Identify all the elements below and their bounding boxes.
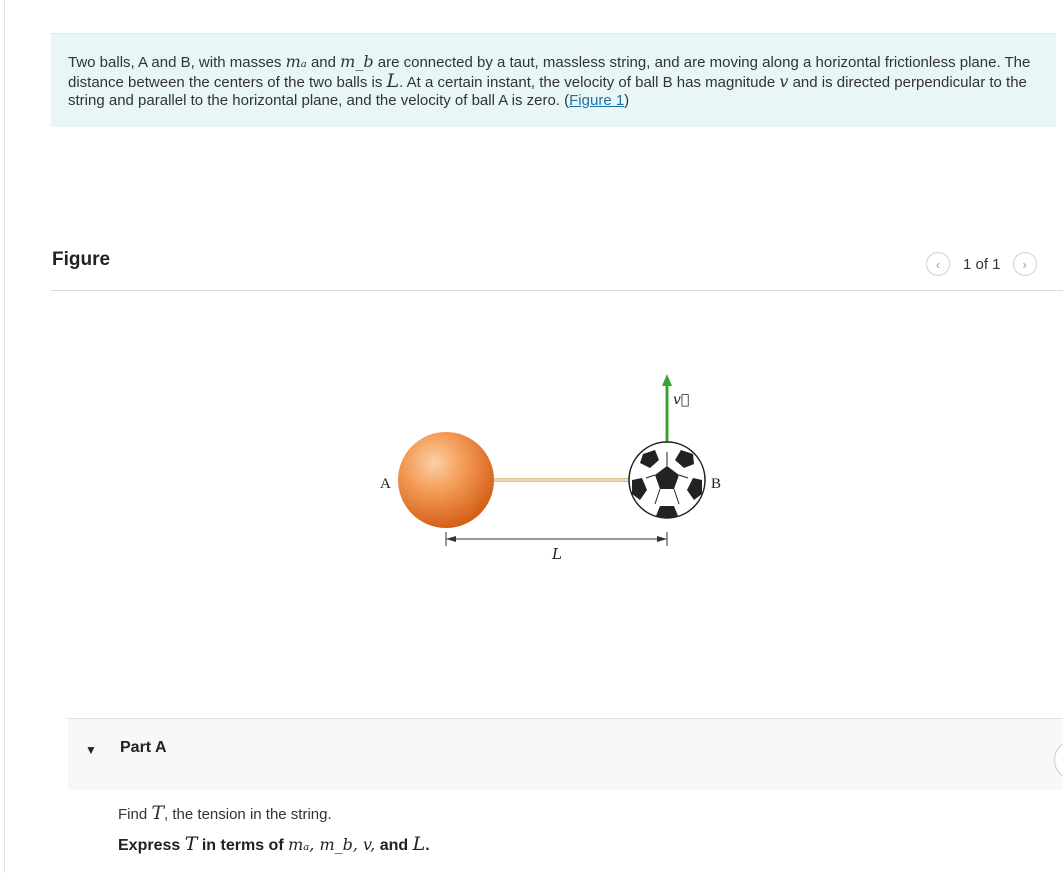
figure-link[interactable]: Figure 1 — [569, 92, 625, 109]
part-title: Part A — [120, 739, 167, 756]
length-symbol: L — [412, 833, 426, 855]
chevron-left-icon: ‹ — [935, 256, 941, 272]
instruction-part: in terms of — [197, 837, 289, 854]
intro-text: . At a certain instant, the velocity of ball B has magnitude — [399, 74, 780, 91]
tension-symbol: T — [184, 833, 198, 855]
ball-b — [629, 442, 705, 518]
intro-text: and is directed perpendicular to the string and parallel to the horizontal plane, and the velocity of ball A is zero. ( — [68, 74, 1027, 109]
chevron-right-icon: › — [1022, 256, 1027, 272]
ball-a — [398, 432, 494, 528]
problem-intro — [51, 33, 1056, 127]
length-symbol: L — [386, 70, 400, 92]
next-figure-button[interactable] — [1013, 252, 1037, 276]
figure-diagram — [360, 370, 740, 570]
label-a: A — [380, 476, 391, 492]
prev-figure-button[interactable] — [926, 252, 950, 276]
intro-text: are connected by a taut, massless string, and are moving along a horizontal frictionless plane. The distance between the centers of the two balls is — [68, 54, 1031, 91]
velocity-arrow-head — [662, 374, 672, 386]
question-part: , the tension in the string. — [164, 806, 332, 823]
left-divider — [4, 0, 5, 873]
mass-a-symbol: mₐ — [285, 52, 307, 71]
figure-divider — [51, 290, 1063, 291]
label-v: v⃗ — [673, 392, 690, 408]
mass-b-symbol: m_b — [340, 52, 374, 71]
instruction-part: and — [375, 837, 413, 854]
question-part: Find — [118, 806, 152, 823]
variable-list: mₐ, m_b, v, — [288, 835, 376, 854]
figure-title: Figure — [52, 249, 111, 270]
question-text — [118, 802, 332, 824]
instruction-text — [118, 833, 430, 855]
caret-down-icon: ▼ — [85, 743, 97, 757]
length-dimension — [446, 532, 667, 546]
instruction-part: Express — [118, 837, 185, 854]
label-L: L — [552, 545, 562, 563]
intro-text: and — [306, 54, 341, 71]
instruction-part: . — [425, 837, 430, 854]
figure-count: 1 of 1 — [963, 255, 1001, 273]
part-a-header[interactable] — [68, 718, 1063, 790]
velocity-symbol: v — [779, 72, 789, 91]
figure-pager — [926, 252, 1037, 276]
intro-text: ) — [624, 92, 630, 109]
label-b: B — [711, 476, 722, 492]
tension-symbol: T — [151, 802, 165, 824]
intro-text: Two balls, A and B, with masses — [68, 54, 286, 71]
